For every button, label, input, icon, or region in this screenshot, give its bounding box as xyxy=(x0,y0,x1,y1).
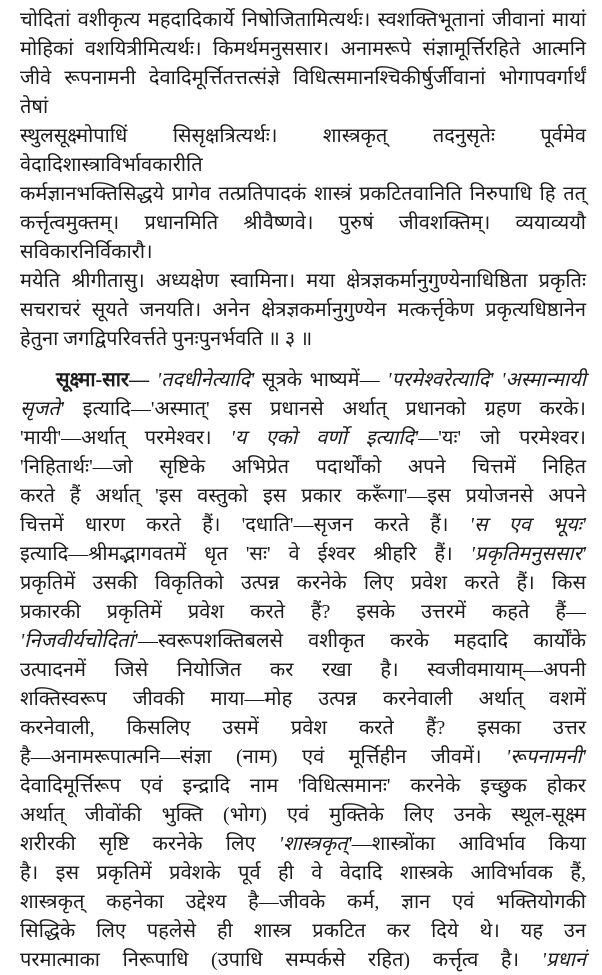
text-segment: 'रूपनामनी' xyxy=(506,746,586,768)
text-segment: 'प्रधानं xyxy=(541,949,586,971)
text-segment: है। इस प्रकृतिमें प्रवेशके पूर्व ही वे वेदादि शास्त्रके आविर्भावक हैं, xyxy=(20,862,586,884)
text-line xyxy=(20,180,586,209)
text-line xyxy=(20,395,586,424)
text-segment: शक्तिस्वरूप जीवकी माया—मोह उत्पन्न करनेवाली अर्थात् वशमें xyxy=(20,688,586,710)
text-line xyxy=(20,714,586,743)
text-line xyxy=(20,64,586,122)
text-line xyxy=(20,511,586,540)
text-segment: प्रकृतिमें उसकी विकृतिको उत्पन्न करनेके लिए प्रवेश करते हैं। किस xyxy=(20,572,586,594)
text-line xyxy=(20,772,586,801)
text-segment: जीवे रूपनामनी देवादिमूर्त्तितत्तत्संज्ञे विधित्समानश्चिकीर्षुर्जीवानां भोगापवर्गार्थं तेषां xyxy=(20,67,586,118)
text-line xyxy=(20,325,586,354)
text-line xyxy=(20,453,586,482)
text-line xyxy=(20,424,586,453)
text-line xyxy=(20,743,586,772)
text-line xyxy=(20,209,586,267)
text-line xyxy=(20,35,586,64)
text-segment: इत्यादि—श्रीमद्भागवतमें धृत 'सः' वे ईश्वर श्रीहरि हैं। xyxy=(20,543,471,565)
text-segment: 'निजवीर्यचोदितां' xyxy=(20,630,138,652)
text-segment: मोहिकां वशयित्रीमित्यर्थः। किमर्थमनुससार। अनामरूपे संज्ञामूर्त्तिरहिते आत्मनि xyxy=(20,38,586,60)
text-segment: है—अनामरूपात्मनि—संज्ञा (नाम) एवं मूर्त्तिहीन जीवमें। xyxy=(20,746,507,768)
text-segment: कर्मज्ञानभक्तिसिद्धये प्रागेव तत्प्रतिपादकं शास्त्रं प्रकटितवानिति निरुपाधि हि तत् xyxy=(20,183,586,205)
text-line xyxy=(20,685,586,714)
text-segment: स्थुलसूक्ष्मोपाधिं सिसृक्षत्रित्यर्थः। शास्त्रकृत् तदनुसृतेः पूर्वमेव वेदादिशास्त्राविर्भावकारीति xyxy=(20,125,586,176)
text-line xyxy=(20,482,586,511)
text-segment: सिद्धिके लिए पहलेसे ही शास्त्र प्रकटित कर दिये थे। यह उन xyxy=(20,920,586,942)
text-segment: सृजते' xyxy=(20,398,65,420)
text-segment: चोदितां वशीकृत्य महदादिकार्ये निषोजितामित्यर्थः। स्वशक्तिभूतानां जीवानां मायां xyxy=(20,9,586,31)
text-line xyxy=(20,366,586,395)
text-line xyxy=(20,801,586,830)
text-segment: चित्तमें धारण करते हैं। 'दधाति'—सृजन करते हैं। xyxy=(20,514,470,536)
text-segment: 'निहितार्थः'—जो सृष्टिके अभिप्रेत पदार्थोंको अपने चित्तमें निहित xyxy=(20,456,586,478)
text-segment: शरीरकी सृष्टि करनेके लिए xyxy=(20,833,279,855)
text-segment: करनेवाली, किसलिए उसमें प्रवेश करते हैं? इसका उत्तर xyxy=(20,717,586,739)
sukshma-sar-paragraph xyxy=(20,366,586,975)
text-segment: —शास्त्रोंका आविर्भाव किया xyxy=(351,833,586,855)
text-segment: परमात्माका निरूपाधि (उपाधि सम्पर्कसे रहित) कर्त्तृत्व है। xyxy=(20,949,542,971)
sanskrit-bhashya-paragraph xyxy=(20,6,586,354)
text-line xyxy=(20,6,586,35)
text-line xyxy=(20,888,586,917)
text-line xyxy=(20,946,586,975)
text-line xyxy=(20,540,586,569)
text-line xyxy=(20,656,586,685)
text-line xyxy=(20,296,586,325)
text-segment: 'मायी'—अर्थात् परमेश्वर। xyxy=(20,427,231,449)
text-segment: 'प्रकृतिमनुससार' xyxy=(470,543,586,565)
text-line xyxy=(20,122,586,180)
text-segment: हेतुना जगद्विपरिवर्त्तते पुनःपुनर्भवति ॥ ३ ॥ xyxy=(20,328,313,350)
text-segment: 'शास्त्रकृत्' xyxy=(278,833,352,855)
text-segment: उत्पादनमें जिसे नियोजित कर रखा है। स्वजीवमायाम्—अपनी xyxy=(20,659,586,681)
text-segment: करते हैं अर्थात् 'इस वस्तुको इस प्रकार करूँगा'—इस प्रयोजनसे अपने xyxy=(20,485,586,507)
text-line xyxy=(20,859,586,888)
text-segment: प्रकारकी प्रकृतिमें प्रवेश करते हैं? इसके उत्तरमें कहते हैं— xyxy=(20,601,586,623)
text-segment: 'परमेश्वरेत्यादि' xyxy=(387,369,494,391)
text-segment: 'अस्मान्मायी xyxy=(501,369,586,391)
text-segment: अर्थात् जीवोंकी भुक्ति (भोग) एवं मुक्तिके लिए उनके स्थूल-सूक्ष्म xyxy=(20,804,586,826)
text-segment: 'तदधीनेत्यादि' xyxy=(156,369,255,391)
text-segment: कर्त्तृत्वमुक्तम्। प्रधानमिति श्रीवैष्णवे। पुरुषं जीवशक्तिम्। व्ययाव्ययौ सविकारनिर्विकारौ। xyxy=(20,212,586,263)
text-segment: —स्वरूपशक्तिबलसे वशीकृत करके महदादि कार्योंके xyxy=(137,630,586,652)
text-line xyxy=(20,569,586,598)
text-line xyxy=(20,917,586,946)
text-segment: —'यः' जो परमेश्वर। xyxy=(418,427,587,449)
text-segment: सूक्ष्मा-सार— xyxy=(56,369,157,391)
text-segment: देवादिमूर्त्तिरूप एवं इन्द्रादि नाम 'विधित्समानः' करनेके इच्छुक होकर xyxy=(20,775,586,797)
text-line xyxy=(20,598,586,627)
text-segment: इत्यादि—'अस्मात्' इस प्रधानसे अर्थात् प्रधानको ग्रहण करके। xyxy=(64,398,586,420)
text-segment: सचराचरं सूयते जनयति। अनेन क्षेत्रज्ञकर्मानुगुण्येन मत्कर्त्तृकेण प्रकृत्यधिष्ठानेन xyxy=(20,299,586,321)
text-segment: सूत्रके भाष्यमें— xyxy=(254,369,388,391)
text-segment: 'य एको वर्णो इत्यादि' xyxy=(230,427,419,449)
text-line xyxy=(20,627,586,656)
text-line xyxy=(20,267,586,296)
text-segment: 'स एव भूयः' xyxy=(469,514,586,536)
text-segment: शास्त्रकृत् कहनेका उद्देश्य है—जीवके कर्म, ज्ञान एवं भक्तियोगकी xyxy=(20,891,586,913)
text-segment: मयेति श्रीगीतासु। अध्यक्षेण स्वामिना। मया क्षेत्रज्ञकर्मानुगुण्येनाधिष्ठिता प्रकृतिः xyxy=(20,270,586,292)
page-text xyxy=(20,6,586,975)
text-line xyxy=(20,830,586,859)
